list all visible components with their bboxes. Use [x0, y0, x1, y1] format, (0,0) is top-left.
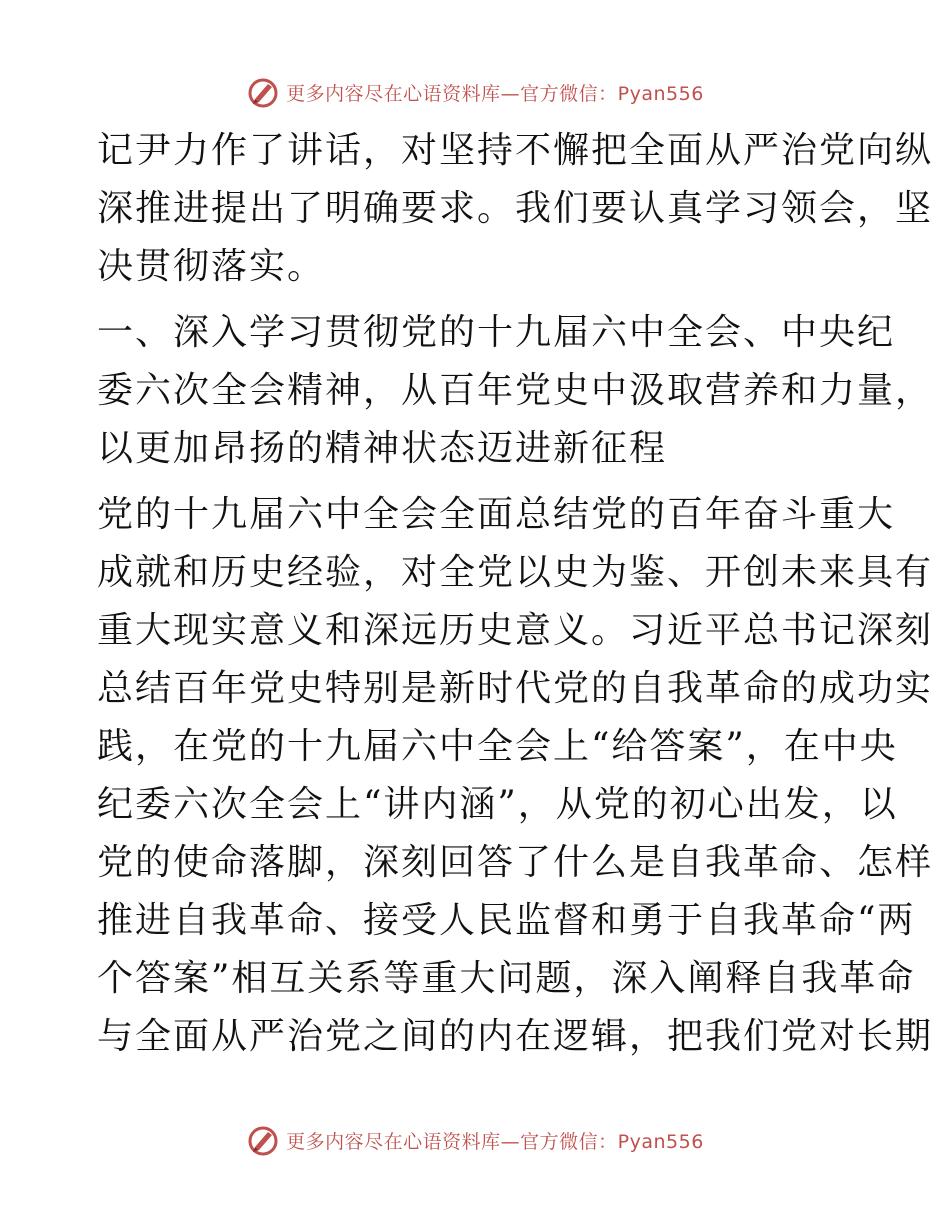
text-line: 纪委六次全会上“讲内涵”，从党的初心出发，以 [97, 784, 898, 825]
text-line: 党的使命落脚，深刻回答了什么是自我革命、怎样 [97, 842, 934, 883]
paragraph-1 [97, 122, 934, 296]
text-line: 党的十九届六中全会全面总结党的百年奋斗重大 [97, 494, 896, 535]
text-line: 与全面从严治党之间的内在逻辑，把我们党对长期 [97, 1016, 934, 1057]
document-body [97, 122, 934, 1066]
footer-banner-text: 更多内容尽在心语资料库—官方微信：Pyan556 [286, 1130, 704, 1153]
header-banner [0, 72, 950, 112]
paragraph-3 [97, 486, 934, 1066]
text-line: 践，在党的十九届六中全会上“给答案”，在中央 [97, 726, 898, 767]
text-line: 推进自我革命、接受人民监督和勇于自我革命“两 [97, 900, 916, 941]
text-line: 决贯彻落实。 [97, 246, 326, 287]
text-line: 深推进提出了明确要求。我们要认真学习领会，坚 [97, 188, 934, 229]
pen-logo-icon [246, 75, 280, 109]
text-line: 重大现实意义和深远历史意义。习近平总书记深刻 [97, 610, 934, 651]
header-banner-text: 更多内容尽在心语资料库—官方微信：Pyan556 [286, 82, 704, 105]
text-line: 总结百年党史特别是新时代党的自我革命的成功实 [97, 668, 934, 709]
pen-logo-icon [246, 1123, 280, 1157]
heading-line: 以更加昂扬的精神状态迈进新征程 [97, 428, 668, 469]
text-line: 成就和历史经验，对全党以史为鉴、开创未来具有 [97, 552, 934, 593]
section-heading [97, 304, 934, 478]
text-line: 记尹力作了讲话，对坚持不懈把全面从严治党向纵 [97, 130, 934, 171]
text-line: 个答案”相互关系等重大问题，深入阐释自我革命 [97, 958, 916, 999]
footer-banner [0, 1120, 950, 1160]
heading-line: 委六次全会精神，从百年党史中汲取营养和力量， [97, 370, 934, 411]
heading-line: 一、深入学习贯彻党的十九届六中全会、中央纪 [97, 312, 896, 353]
